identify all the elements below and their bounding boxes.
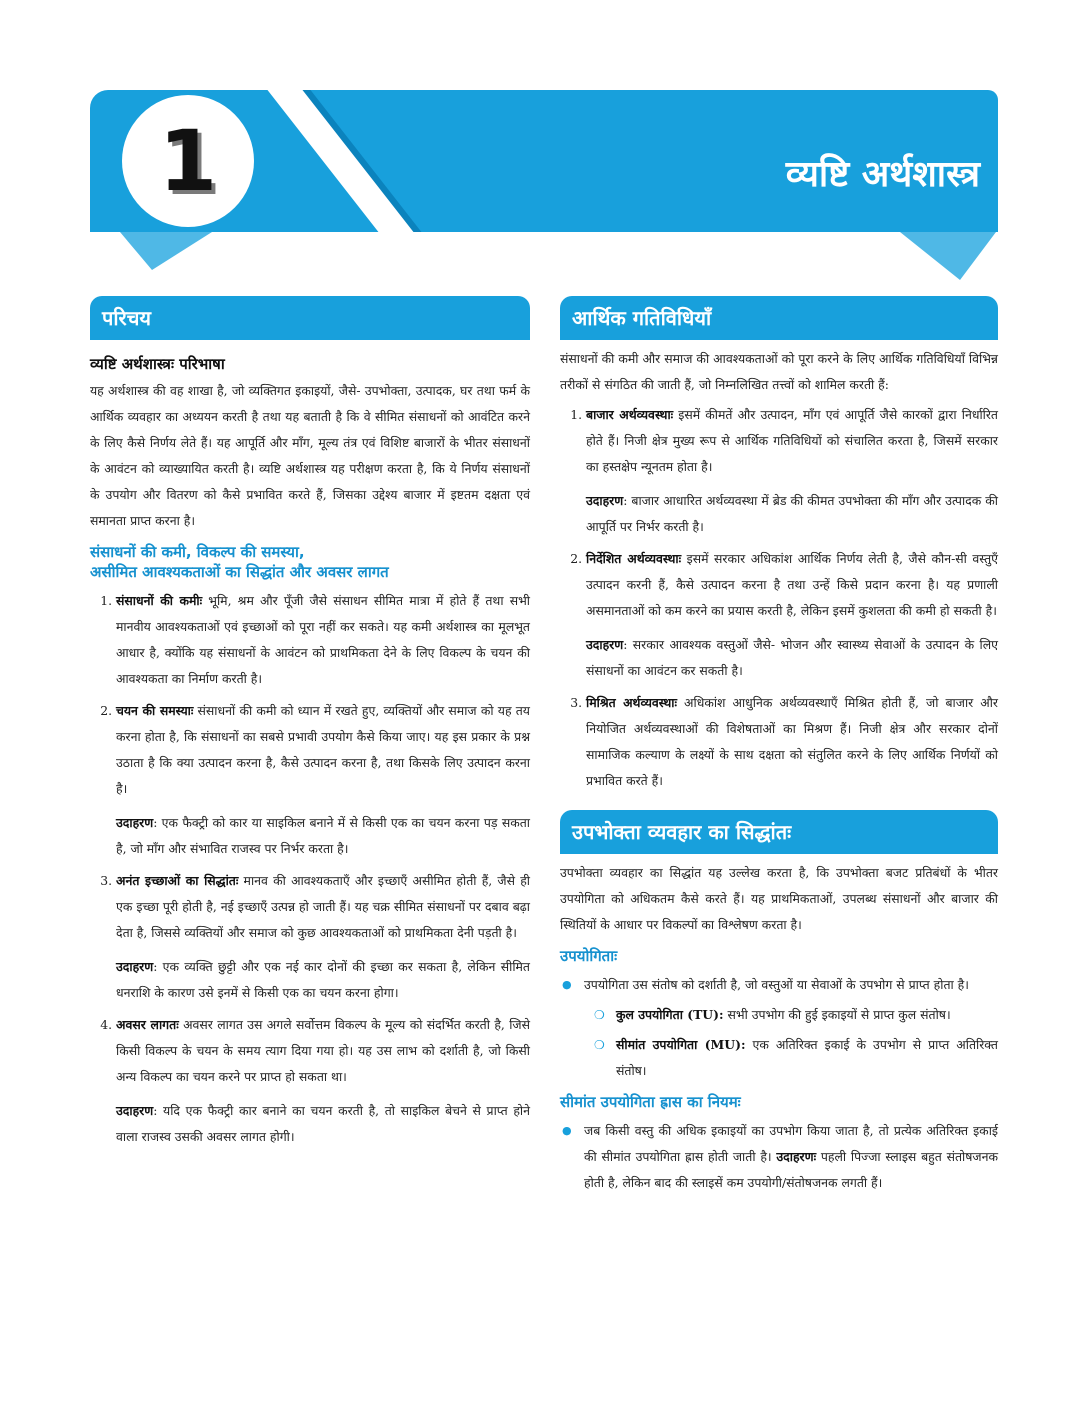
right-column (560, 296, 998, 1200)
example-label: उदाहरण (116, 815, 154, 830)
item-term: मिश्रित अर्थव्यवस्थाः (586, 695, 677, 710)
item-term: अवसर लागतः (116, 1017, 179, 1032)
item-term: बाजार अर्थव्यवस्थाः (586, 407, 674, 422)
economic-intro: संसाधनों की कमी और समाज की आवश्यकताओं को पूरा करने के लिए आर्थिक गतिविधियाँ विभिन्न तरीकों से संगठित की जाती हैं, जो निम्नलिखित तत्त्वों को शामिल करती हैं: (560, 351, 998, 392)
item-term: निर्देशित अर्थव्यवस्थाः (586, 551, 682, 566)
item-term: चयन की समस्याः (116, 703, 194, 718)
example (116, 954, 530, 1006)
section-heading-economic-activities: आर्थिक गतिविधियाँ (560, 296, 998, 340)
definition-title: व्यष्टि अर्थशास्त्रः परिभाषा (90, 355, 225, 373)
concept-list (90, 588, 530, 1150)
example-label: उदाहरणः (776, 1149, 817, 1164)
list-item (586, 690, 998, 794)
example-text: : बाजार आधारित अर्थव्यवस्था में ब्रेड की कीमत उपभोक्ता की माँग और उत्पादक की आपूर्ति पर निर्भर करती है। (586, 493, 998, 534)
example-text: : एक व्यक्ति छुट्टी और एक नई कार दोनों की इच्छा कर सकता है, लेकिन सीमित धनराशि के कारण उसे इनमें से किसी एक का चयन करना होगा। (116, 959, 530, 1000)
list-item (116, 698, 530, 862)
item-text: एक अतिरिक्त इकाई के उपभोग से प्राप्त अतिरिक्त संतोष। (616, 1037, 998, 1078)
chapter-number: 1 (158, 112, 218, 210)
list-item (116, 1012, 530, 1150)
item-term: संसाधनों की कमीः (116, 593, 203, 608)
banner-fold-left (120, 232, 212, 270)
list-item (116, 588, 530, 692)
example (116, 1098, 530, 1150)
item-term: कुल उपयोगिता (TU): (616, 1007, 724, 1022)
item-text: इसमें सरकार अधिकांश आर्थिक निर्णय लेती है, जैसे कौन-सी वस्तुएँ उत्पादन करनी हैं, कैसे उत्पादन करना है तथा उन्हें किसे प्रदान करना है। यह प्रणाली असमानताओं को कम करने का प्रयास करती है, लेकिन इसमें कुशलता की कमी हो सकती है। (586, 551, 998, 618)
chapter-number-badge (122, 95, 254, 227)
example (586, 488, 998, 540)
consumer-behaviour-text: उपभोक्ता व्यवहार का सिद्धांत यह उल्लेख करता है, कि उपभोक्ता बजट प्रतिबंधों के भीतर उपयोगिता को अधिकतम कैसे करते हैं। यह प्राथमिकताओं, उपलब्ध संसाधनों और बाजार की स्थितियों के आधार पर विकल्पों का विश्लेषण करता है। (560, 865, 998, 932)
utility-title: उपयोगिताः (560, 947, 618, 965)
list-item (584, 1118, 998, 1196)
item-term: सीमांत उपयोगिता (MU): (616, 1037, 746, 1052)
topic-title (90, 542, 530, 582)
banner-fold-right (900, 232, 996, 280)
example (116, 810, 530, 862)
item-text: संसाधनों की कमी को ध्यान में रखते हुए, व्यक्तियों और समाज को यह तय करना होता है, कि संसाधनों का सबसे प्रभावी उपयोग कैसे किया जाए। यह इस प्रकार के प्रश्न उठाता है कि क्या उत्पादन करना है, कैसे उत्पादन करना है, तथा किसके लिए उत्पादन करना है। (116, 703, 530, 796)
utility-sublist (584, 1002, 998, 1084)
example-label: उदाहरण (586, 637, 624, 652)
example-text: : एक फैक्ट्री को कार या साइकिल बनाने में से किसी एक का चयन करना पड़ सकता है, जो माँग और संभावित राजस्व पर निर्भर करता है। (116, 815, 530, 856)
item-text: अधिकांश आधुनिक अर्थव्यवस्थाएँ मिश्रित होती हैं, जो बाजार और नियोजित अर्थव्यवस्थाओं की विशेषताओं का मिश्रण हैं। निजी क्षेत्र और सरकार दोनों सामाजिक कल्याण के लक्ष्यों के साथ दक्षता को संतुलित करने के लिए आर्थिक निर्णयों को प्रभावित करते हैं। (586, 695, 998, 788)
item-text: अवसर लागत उस अगले सर्वोत्तम विकल्प के मूल्य को संदर्भित करती है, जिसे किसी विकल्प के चयन के समय त्याग दिया गया हो। यह उस लाभ को दर्शाती है, जो किसी अन्य विकल्प का चयन करने पर प्राप्त हो सकता था। (116, 1017, 530, 1084)
list-item (616, 1032, 998, 1084)
left-column (90, 296, 530, 1156)
example-label: उदाहरण (116, 959, 154, 974)
item-text: सभी उपभोग की हुई इकाइयों से प्राप्त कुल संतोष। (723, 1007, 951, 1022)
law-list (560, 1118, 998, 1196)
item-text: भूमि, श्रम और पूँजी जैसे संसाधन सीमित मात्रा में होते हैं तथा सभी मानवीय आवश्यकताओं एवं इच्छाओं को पूरा नहीं कर सकते। यह कमी अर्थशास्त्र का मूलभूत आधार है, क्योंकि यह संसाधनों के आवंटन को प्राथमिकता देने के लिए विकल्प के चयन की आवश्यकता का निर्माण करती है। (116, 593, 530, 686)
example-text: : सरकार आवश्यक वस्तुओं जैसे- भोजन और स्वास्थ्य सेवाओं के उत्पादन के लिए संसाधनों का आवंटन कर सकती है। (586, 637, 998, 678)
banner-divider (252, 90, 448, 232)
economy-types-list (560, 402, 998, 794)
item-text: मानव की आवश्यकताएँ और इच्छाएँ असीमित होती हैं, जैसे ही एक इच्छा पूरी होती है, नई इच्छाएँ उत्पन्न हो जाती हैं। यह चक्र सीमित संसाधनों पर दबाव बढ़ा देता है, जिससे व्यक्तियों और समाज को कुछ आवश्यकताओं को प्राथमिकता देनी पड़ती है। (116, 873, 530, 940)
example-label: उदाहरण (586, 493, 624, 508)
utility-text: उपयोगिता उस संतोष को दर्शाती है, जो वस्तुओं या सेवाओं के उपभोग से प्राप्त होता है। (584, 977, 969, 992)
section-heading-consumer-behaviour: उपभोक्ता व्यवहार का सिद्धांतः (560, 810, 998, 854)
example-text: पहली पिज्जा स्लाइस बहुत संतोषजनक होती है, लेकिन बाद की स्लाइसें कम उपयोगी/संतोषजनक लगती हैं। (584, 1149, 998, 1190)
list-item (584, 972, 998, 1084)
definition-text: यह अर्थशास्त्र की वह शाखा है, जो व्यक्तिगत इकाइयों, जैसे- उपभोक्ता, उत्पादक, घर तथा फर्म के आर्थिक व्यवहार का अध्ययन करती है तथा यह बताती है कि वे सीमित संसाधनों को आवंटित करने के लिए कैसे निर्णय लेते हैं। यह आपूर्ति और माँग, मूल्य तंत्र एवं विशिष्ट बाजारों के भीतर संसाधनों के आवंटन को व्याख्यायित करती है। व्यष्टि अर्थशास्त्र यह परीक्षण करता है, कि ये निर्णय संसाधनों के उपयोग और वितरण को कैसे प्रभावित करते हैं, जिसका उद्देश्य बाजार में इष्टतम दक्षता एवं समानता प्राप्त करना है। (90, 383, 530, 528)
topic-title-line-2: असीमित आवश्यकताओं का सिद्धांत और अवसर लागत (90, 563, 389, 581)
law-title: सीमांत उपयोगिता ह्रास का नियमः (560, 1093, 741, 1111)
chapter-title: व्यष्टि अर्थशास्त्र (785, 154, 980, 195)
list-item (116, 868, 530, 1006)
item-text: इसमें कीमतें और उत्पादन, माँग एवं आपूर्ति जैसे कारकों द्वारा निर्धारित होते हैं। निजी क्षेत्र मुख्य रूप से आर्थिक गतिविधियों को संचालित करता है, जिसमें सरकार का हस्तक्षेप न्यूनतम होता है। (586, 407, 998, 474)
law-text: जब किसी वस्तु की अधिक इकाइयों का उपभोग किया जाता है, तो प्रत्येक अतिरिक्त इकाई की सीमांत उपयोगिता ह्रास होती जाती है। (584, 1123, 998, 1164)
list-item (586, 546, 998, 684)
list-item (616, 1002, 998, 1028)
example-label: उदाहरण (116, 1103, 154, 1118)
example (586, 632, 998, 684)
list-item (586, 402, 998, 540)
topic-title-line-1: संसाधनों की कमी, विकल्प की समस्या, (90, 543, 305, 561)
section-heading-intro: परिचय (90, 296, 530, 340)
item-term: अनंत इच्छाओं का सिद्धांतः (116, 873, 239, 888)
example-text: : यदि एक फैक्ट्री कार बनाने का चयन करती है, तो साइकिल बेचने से प्राप्त होने वाला राजस्व उसकी अवसर लागत होगी। (116, 1103, 530, 1144)
utility-list (560, 972, 998, 1084)
